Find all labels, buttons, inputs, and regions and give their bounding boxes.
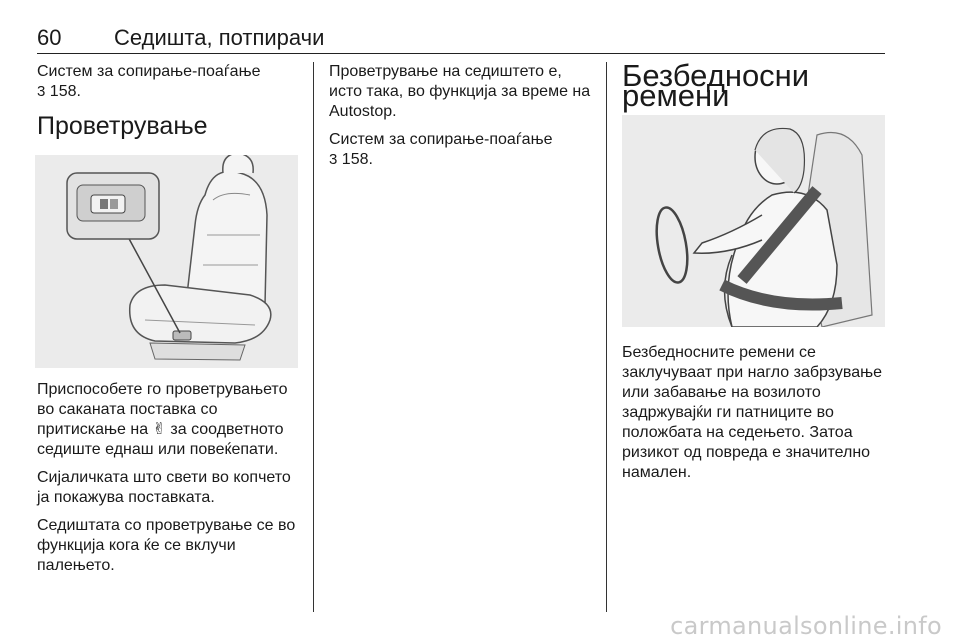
arrow-ref-icon: 3 (329, 151, 338, 168)
middle-column (329, 62, 597, 178)
autostop-paragraph: Проветрување на седиштето е, исто така, во функција за време на Autostop. (329, 63, 591, 120)
ventilation-paragraph-2: Сијаличката што свети во копчето ја покажува поставката. (37, 469, 291, 506)
middle-reference-text: Систем за сопирање-поаѓање (329, 131, 553, 148)
intro-text: Систем за сопирање-поаѓање (37, 63, 261, 80)
paragraph-1-text-a: Приспособете го проветрувањето во саканата поставка со притискање на (37, 381, 288, 438)
page-title: Седишта, потпирачи (114, 25, 325, 50)
paragraph-1-text-b: за соодветното седиште еднаш или повеќепати. (37, 421, 284, 458)
seat-ventilation-icon: ✌ (152, 421, 166, 438)
middle-reference (329, 130, 597, 170)
seatbelts-heading: Безбедносни ремени (622, 58, 810, 113)
page-reference-link[interactable]: 158. (49, 83, 81, 100)
page-number: 60 (37, 25, 62, 50)
right-column-body (622, 343, 888, 491)
seat-illustration (35, 155, 298, 368)
column-divider-right (606, 62, 607, 612)
watermark: carmanualsonline.info (670, 612, 942, 640)
ventilation-heading: Проветрување (37, 112, 208, 140)
column-divider-left (313, 62, 314, 612)
ventilation-paragraph-3: Седиштата со проветрување се во функција кога ќе се вклучи палењето. (37, 517, 296, 574)
arrow-ref-icon: 3 (37, 83, 46, 100)
ventilation-paragraph-1 (37, 380, 301, 460)
intro-reference (37, 62, 301, 102)
seatbelts-paragraph: Безбедносните ремени се заклучуваат при нагло забрзување или забавање на возилото задржувајќи ги патниците во положбата на седењето. Затоа ризикот од повреда е значително намален. (622, 344, 883, 481)
right-column (622, 58, 888, 113)
page-reference-link[interactable]: 158. (341, 151, 373, 168)
seat-ventilation-figure (35, 155, 298, 368)
header-divider (37, 53, 885, 54)
driver-seatbelt-illustration (622, 115, 885, 327)
left-column (37, 62, 301, 140)
seatbelt-figure (622, 115, 885, 327)
left-column-body (37, 380, 301, 584)
